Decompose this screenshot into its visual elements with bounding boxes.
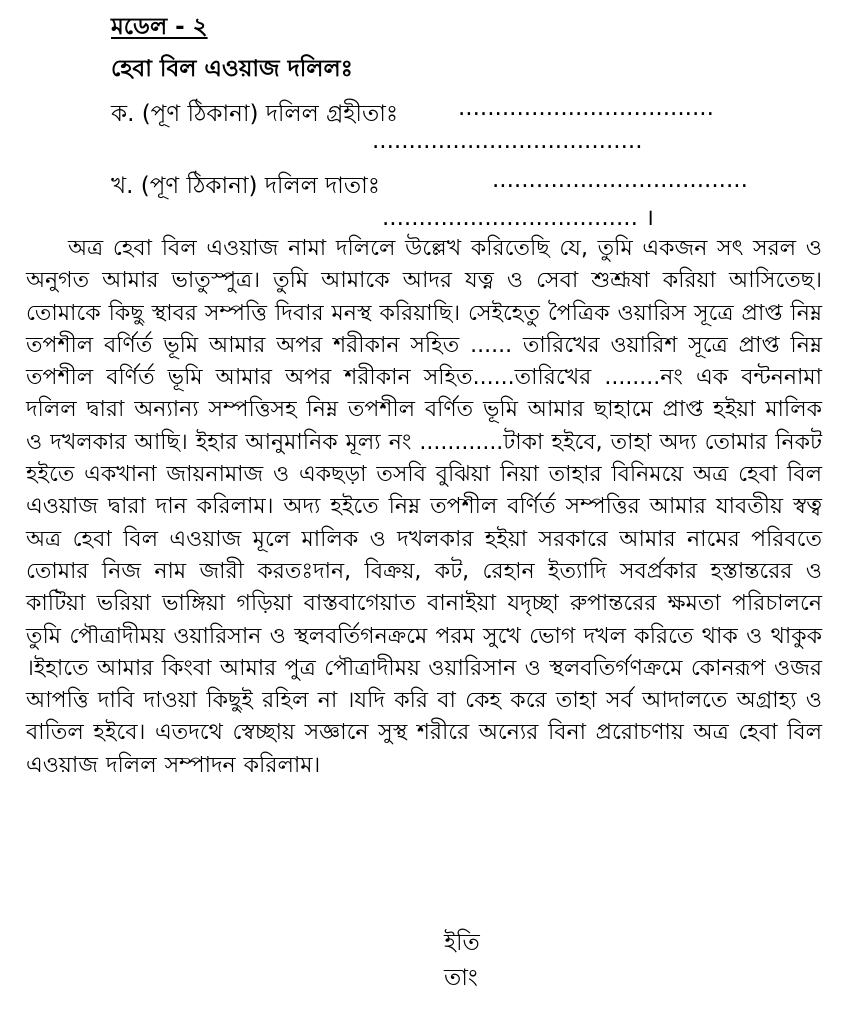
giver-blank-2: ................................... । (382, 205, 654, 231)
document-heading: হেবা বিল এওয়াজ দলিলঃ (111, 56, 353, 82)
closing-date-label: তাং (444, 965, 478, 991)
giver-label: খ. (পূণ ঠিকানা) দলিল দাতাঃ (111, 173, 381, 199)
deed-body-paragraph: অত্র হেবা বিল এওয়াজ নামা দলিলে উল্লেখ করিতেছি যে, তুমি একজন সৎ সরল ও অনুগত আমার ভাতুস্পুত্র। তুমি আমাকে আদর যত্ন ও সেবা শুশ্রূষা করিয়া আসিতেছ। তোমাকে কিছু স্থাবর সম্পত্তি দিবার মনস্থ করিয়াছি। সেইহেতু পৈত্রিক ওয়ারিস সূত্রে প্রাপ্ত নিম্ন তপশীল বর্ণির্ত ভূমি আমার অপর শরীকান সহিত ...... তারিখের ওয়ারিশ সূত্রে প্রাপ্ত নিম্ন তপশীল বর্ণির্ত ভূমি আমার অপর শরীকান সহিত......তারিখের ........নং এক বন্টননামা দলিল দ্বারা অন্যান্য সম্পত্তিসহ নিম্ন তপশীল বর্ণিত ভূমি আমার ছাহামে প্রাপ্ত হইয়া মালিক ও দখলকার আছি। ইহার আনুমানিক মূল্য নং ............টাকা হইবে, তাহা অদ্য তোমার নিকট হইতে একখানা জায়নামাজ ও একছড়া তসবি বুঝিয়া নিয়া তাহার বিনিময়ে অত্র হেবা বিল এওয়াজ দ্বারা দান করিলাম। অদ্য হইতে নিম্ন তপশীল বর্ণির্ত সম্পত্তির আমার যাবতীয় স্বত্ব অত্র হেবা বিল এওয়াজ মূলে মালিক ও দখলকার হইয়া সরকারে আমার নামের পরিবতে তোমার নিজ নাম জারী করতঃদান, বিক্রয়, কট, রেহান ইত্যাদি সবর্প্রকার হস্তান্তরের ও কাটিয়া ভরিয়া ভাঙ্গিয়া গড়িয়া বাস্তবাগেয়াত বানাইয়া যদৃচ্ছা রুপান্তরের ক্ষমতা পরিচালনে তুমি পৌত্রাদীময় ওয়ারিসান ও স্থলবর্তিগনক্রমে পরম সুখে ভোগ দখল করিতে থাক ও থাকুক ।ইহাতে আমার কিংবা আমার পুত্র পৌত্রাদীময় ওয়ারিসান ও স্থলবতির্গণক্রমে কোনরূপ ওজর আপত্তি দাবি দাওয়া কিছুই রহিল না ।যদি করি বা কেহ করে তাহা সর্ব আদালতে অগ্রাহ্য ও বাতিল হইবে। এতদথে স্বেচ্ছায় সজ্ঞানে সুস্থ শরীরে অন্যের বিনা প্ররোচণায় অত্র হেবা বিল এওয়াজ দলিল সম্পাদন করিলাম। (26, 236, 822, 778)
recipient-blank-1: ................................... (458, 95, 714, 121)
recipient-label: ক. (পূণ ঠিকানা) দলিল গ্রহীতাঃ (111, 101, 399, 127)
closing-iti: ইতি (444, 930, 480, 956)
giver-blank-1: ................................... (492, 167, 748, 193)
model-title: মডেল - ২ (111, 14, 208, 40)
recipient-blank-2: ..................................... (372, 128, 643, 154)
